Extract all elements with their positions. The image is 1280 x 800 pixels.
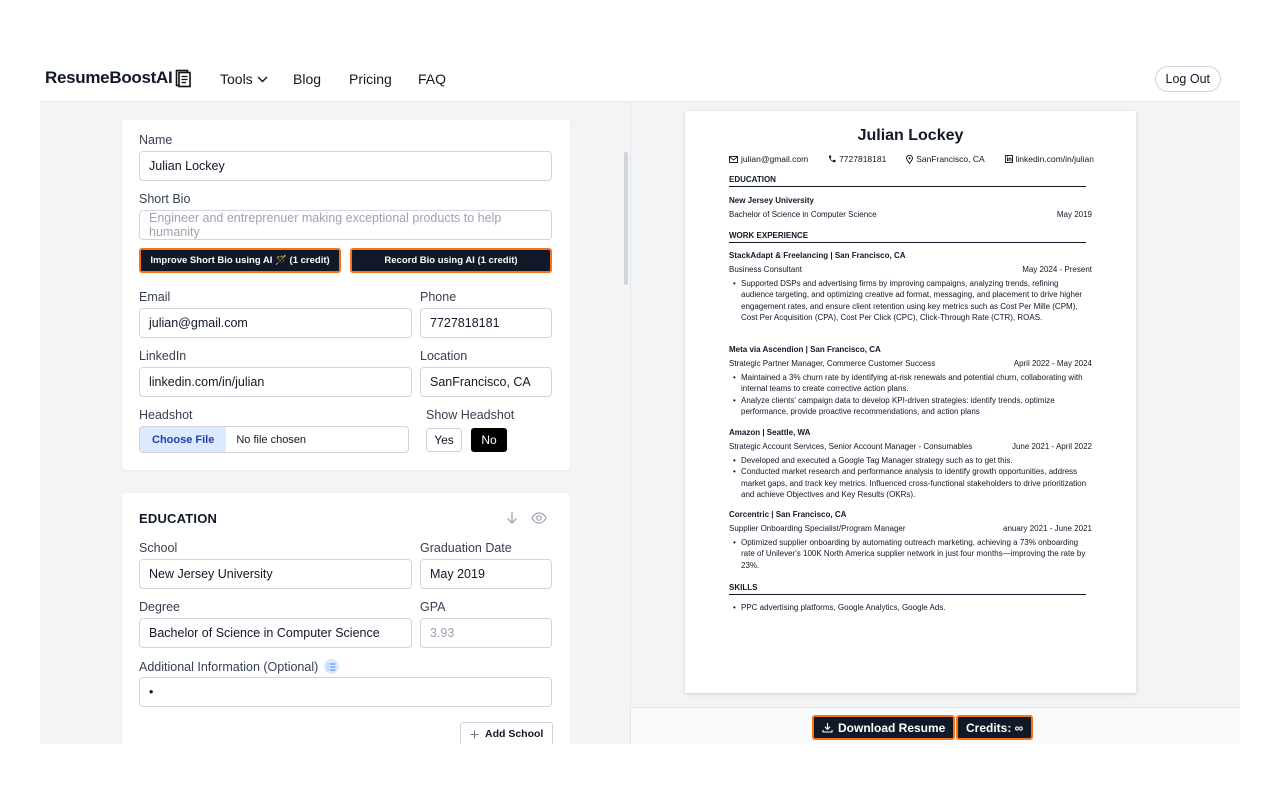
- grad-date-input[interactable]: May 2019: [420, 559, 552, 589]
- resume-degree: Bachelor of Science in Computer Science: [729, 210, 877, 219]
- top-nav: [40, 56, 1240, 102]
- eye-icon[interactable]: [531, 510, 547, 526]
- document-icon: [175, 69, 191, 88]
- download-icon: [822, 722, 833, 733]
- resume-preview: [685, 111, 1136, 693]
- school-input[interactable]: New Jersey University: [139, 559, 412, 589]
- download-label: Download Resume: [838, 720, 946, 735]
- job-bullet: • Analyze clients' campaign data to develop KPI-driven strategies: identify trends, optimize performance, provide proactive recommendations, and action plans: [733, 395, 1088, 418]
- job-bullet: • Optimized supplier onboarding by automating outreach marketing, achieving a 73% onboarding rate of Unilever's 100K North America supplier network in just four months—improving the rate by 23%.: [733, 537, 1088, 571]
- resume-contacts: [729, 154, 1094, 164]
- gpa-label: GPA: [420, 600, 446, 614]
- resume-grad-date: May 2019: [1056, 210, 1092, 219]
- show-headshot-label: Show Headshot: [426, 408, 515, 422]
- location-input[interactable]: SanFrancisco, CA: [420, 367, 552, 397]
- logo[interactable]: [45, 68, 191, 88]
- resume-school-row: [729, 196, 1092, 205]
- resume-job-company: [729, 251, 1092, 260]
- job-company-text: Corcentric | San Francisco, CA: [729, 510, 847, 519]
- resume-location: [906, 154, 985, 164]
- name-label: Name: [139, 133, 173, 147]
- resume-job-title-row: [729, 442, 1092, 451]
- file-status: No file chosen: [236, 433, 307, 446]
- resume-phone-text: 7727818181: [839, 154, 887, 164]
- job-bullet: • Developed and executed a Google Tag Manager strategy such as to get this.: [733, 455, 1088, 466]
- gpa-input[interactable]: 3.93: [420, 618, 552, 648]
- nav-faq[interactable]: FAQ: [418, 71, 447, 87]
- resume-work-heading: WORK EXPERIENCE: [729, 231, 1086, 243]
- grad-date-label: Graduation Date: [420, 541, 512, 555]
- resume-job-company: [729, 345, 1092, 354]
- editor-panel[interactable]: [40, 103, 630, 744]
- chevron-down-icon: [257, 76, 268, 83]
- logo-text: ResumeBoostAI: [45, 68, 173, 87]
- additional-info-label: [139, 659, 339, 674]
- resume-linkedin-text: linkedin.com/in/julian: [1015, 154, 1094, 164]
- linkedin-label: LinkedIn: [139, 349, 187, 363]
- job-bullet: • Maintained a 3% churn rate by identifying at-risk renewals and potential churn, collaborating with internal teams to create corrective action plans.: [733, 372, 1088, 395]
- resume-skills-heading: SKILLS: [729, 583, 1086, 595]
- job-dates-text: June 2021 - April 2022: [1011, 442, 1092, 451]
- left-scrollbar[interactable]: [624, 152, 628, 285]
- choose-file-button[interactable]: Choose File: [140, 427, 226, 452]
- job-company-text: StackAdapt & Freelancing | San Francisco, CA: [729, 251, 906, 260]
- additional-info-text: Additional Information (Optional): [139, 659, 319, 674]
- degree-input[interactable]: Bachelor of Science in Computer Science: [139, 618, 412, 648]
- resume-job-company: [729, 428, 1092, 437]
- resume-job-title-row: [729, 265, 1092, 274]
- resume-skills-list: [733, 602, 1088, 613]
- email-label: Email: [139, 290, 171, 304]
- headshot-no-button[interactable]: No: [471, 428, 507, 452]
- nav-tools[interactable]: [220, 71, 268, 87]
- improve-bio-button[interactable]: Improve Short Bio using AI 🪄 (1 credit): [139, 248, 341, 273]
- resume-email: [729, 154, 808, 164]
- phone-input[interactable]: 7727818181: [420, 308, 552, 338]
- resume-location-text: SanFrancisco, CA: [916, 154, 985, 164]
- job-title-text: Supplier Onboarding Specialist/Program Manager: [729, 524, 906, 533]
- job-title-text: Strategic Account Services, Senior Account Manager - Consumables: [729, 442, 973, 451]
- job-dates-text: April 2022 - May 2024: [1013, 359, 1092, 368]
- nav-pricing[interactable]: Pricing: [349, 71, 392, 87]
- resume-job-company: [729, 510, 1092, 519]
- resume-degree-row: [729, 210, 1092, 219]
- arrow-down-icon[interactable]: [504, 510, 520, 526]
- resume-job-bullets: [733, 372, 1088, 417]
- add-school-label: Add School: [485, 728, 544, 740]
- phone-icon: [828, 155, 836, 163]
- preview-panel: [630, 103, 1240, 744]
- resume-email-text: julian@gmail.com: [741, 154, 809, 164]
- job-company-text: Meta via Ascendion | San Francisco, CA: [729, 345, 881, 354]
- job-title-text: Business Consultant: [729, 265, 802, 274]
- resume-name: Julian Lockey: [857, 127, 964, 144]
- headshot-yes-button[interactable]: Yes: [426, 428, 462, 452]
- resume-job-title-row: [729, 524, 1092, 533]
- resume-education-heading: EDUCATION: [729, 175, 1086, 187]
- name-input[interactable]: Julian Lockey: [139, 151, 552, 181]
- additional-info-input[interactable]: •: [139, 677, 552, 707]
- mail-icon: [729, 156, 738, 163]
- nav-blog[interactable]: Blog: [293, 71, 322, 87]
- location-label: Location: [420, 349, 468, 363]
- resume-job-bullets: [733, 537, 1088, 571]
- resume-job-bullets: [733, 455, 1088, 500]
- school-label: School: [139, 541, 178, 555]
- resume-job-title-row: [729, 359, 1092, 368]
- app-window: [40, 56, 1240, 744]
- record-bio-button[interactable]: Record Bio using AI (1 credit): [350, 248, 552, 273]
- add-school-button[interactable]: [460, 722, 553, 744]
- linkedin-icon: [1005, 155, 1013, 163]
- personal-info-card: [122, 120, 570, 470]
- job-bullet: • Supported DSPs and advertising firms by improving campaigns, analyzing trends, refining audience targeting, and optimizing creative ad format, messaging, and placement to drive higher engagement rates, and ensure client retention using key metrics such as Cost Per Mille (CPM), Cost Per Acquisition (CPA), Cost Per Click (CPC), Click-Through Rate (CTR), ROAS.: [733, 278, 1088, 323]
- skills-bullet: • PPC advertising platforms, Google Analytics, Google Ads.: [733, 602, 1088, 613]
- location-pin-icon: [906, 155, 913, 164]
- job-bullet: • Conducted market research and performance analysis to identify growth opportunities, address market gaps, and track key metrics. Influenced cross-functional stakeholders to drive prioritization and achieve Objectives and Key Results (OKRs).: [733, 466, 1088, 500]
- headshot-label: Headshot: [139, 408, 193, 422]
- email-input[interactable]: julian@gmail.com: [139, 308, 412, 338]
- resume-school: New Jersey University: [729, 196, 814, 205]
- nav-tools-label: Tools: [220, 71, 253, 87]
- job-dates-text: anuary 2021 - June 2021: [1003, 524, 1092, 533]
- phone-label: Phone: [420, 290, 457, 304]
- job-company-text: Amazon | Seattle, WA: [729, 428, 811, 437]
- download-resume-button[interactable]: [812, 715, 955, 740]
- education-card: [122, 493, 570, 744]
- headshot-file-input[interactable]: [139, 426, 409, 453]
- resume-job-bullets: [733, 278, 1088, 323]
- linkedin-input[interactable]: linkedin.com/in/julian: [139, 367, 412, 397]
- resume-linkedin: [1005, 154, 1094, 164]
- job-title-text: Strategic Partner Manager, Commerce Customer Success: [729, 359, 936, 368]
- list-format-icon[interactable]: [324, 659, 339, 674]
- bio-label: Short Bio: [139, 192, 191, 206]
- logout-button[interactable]: Log Out: [1155, 66, 1221, 92]
- preview-footer: [631, 707, 1240, 744]
- plus-icon: [470, 730, 479, 739]
- education-section-title: EDUCATION: [139, 511, 218, 526]
- credits-button[interactable]: Credits: ∞: [956, 715, 1033, 740]
- job-dates-text: May 2024 - Present: [1022, 265, 1092, 274]
- resume-phone: [828, 154, 886, 164]
- bio-input[interactable]: Engineer and entreprenuer making exceptional products to help humanity: [139, 210, 552, 240]
- degree-label: Degree: [139, 600, 180, 614]
